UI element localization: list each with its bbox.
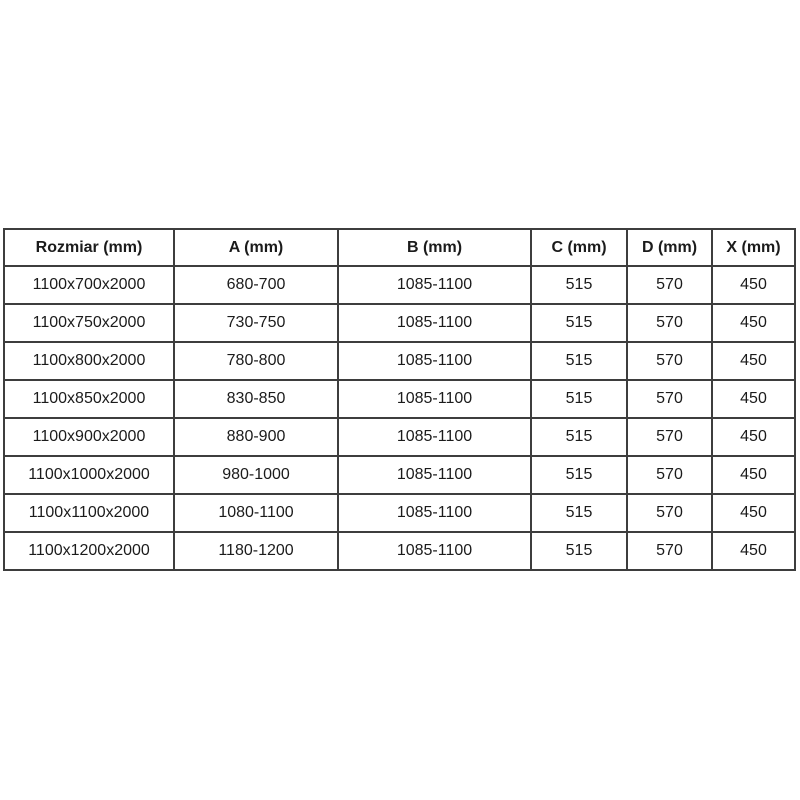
table-cell: 1085-1100 — [338, 418, 531, 456]
table-cell: 515 — [531, 418, 627, 456]
table-row — [4, 456, 795, 494]
table-row — [4, 494, 795, 532]
table-cell: 1085-1100 — [338, 266, 531, 304]
table-cell: 1085-1100 — [338, 456, 531, 494]
column-header-c: C (mm) — [531, 229, 627, 266]
table-cell: 1085-1100 — [338, 532, 531, 570]
table-cell: 1100x900x2000 — [4, 418, 174, 456]
dimensions-table — [3, 228, 796, 571]
table-cell: 1100x1100x2000 — [4, 494, 174, 532]
table-cell: 515 — [531, 342, 627, 380]
table-cell: 780-800 — [174, 342, 338, 380]
table-cell: 1100x1000x2000 — [4, 456, 174, 494]
table-cell: 1100x850x2000 — [4, 380, 174, 418]
header-row — [4, 229, 795, 266]
table-row — [4, 532, 795, 570]
table-cell: 730-750 — [174, 304, 338, 342]
table-row — [4, 418, 795, 456]
table-row — [4, 304, 795, 342]
column-header-rozmiar: Rozmiar (mm) — [4, 229, 174, 266]
table-cell: 515 — [531, 380, 627, 418]
table-cell: 1085-1100 — [338, 380, 531, 418]
table-cell: 880-900 — [174, 418, 338, 456]
table-row — [4, 266, 795, 304]
table-cell: 450 — [712, 266, 795, 304]
table-cell: 1100x750x2000 — [4, 304, 174, 342]
column-header-b: B (mm) — [338, 229, 531, 266]
table-row — [4, 380, 795, 418]
table-cell: 515 — [531, 266, 627, 304]
table-cell: 450 — [712, 532, 795, 570]
table-cell: 680-700 — [174, 266, 338, 304]
table-cell: 570 — [627, 266, 712, 304]
table-cell: 570 — [627, 456, 712, 494]
table-cell: 450 — [712, 418, 795, 456]
table-cell: 1100x700x2000 — [4, 266, 174, 304]
table-cell: 830-850 — [174, 380, 338, 418]
table-cell: 570 — [627, 418, 712, 456]
table-cell: 1100x800x2000 — [4, 342, 174, 380]
table-cell: 450 — [712, 304, 795, 342]
table-cell: 570 — [627, 494, 712, 532]
table-cell: 450 — [712, 494, 795, 532]
table-cell: 1100x1200x2000 — [4, 532, 174, 570]
table-cell: 1085-1100 — [338, 342, 531, 380]
table-cell: 1180-1200 — [174, 532, 338, 570]
table-cell: 570 — [627, 342, 712, 380]
table-cell: 450 — [712, 456, 795, 494]
table-cell: 515 — [531, 304, 627, 342]
column-header-d: D (mm) — [627, 229, 712, 266]
table-cell: 570 — [627, 532, 712, 570]
table-cell: 515 — [531, 456, 627, 494]
table-cell: 1085-1100 — [338, 494, 531, 532]
table-cell: 515 — [531, 532, 627, 570]
table-cell: 570 — [627, 380, 712, 418]
table-cell: 570 — [627, 304, 712, 342]
column-header-a: A (mm) — [174, 229, 338, 266]
table-cell: 1080-1100 — [174, 494, 338, 532]
table-cell: 450 — [712, 380, 795, 418]
table-cell: 980-1000 — [174, 456, 338, 494]
table-row — [4, 342, 795, 380]
table-cell: 450 — [712, 342, 795, 380]
table-cell: 1085-1100 — [338, 304, 531, 342]
table-cell: 515 — [531, 494, 627, 532]
column-header-x: X (mm) — [712, 229, 795, 266]
